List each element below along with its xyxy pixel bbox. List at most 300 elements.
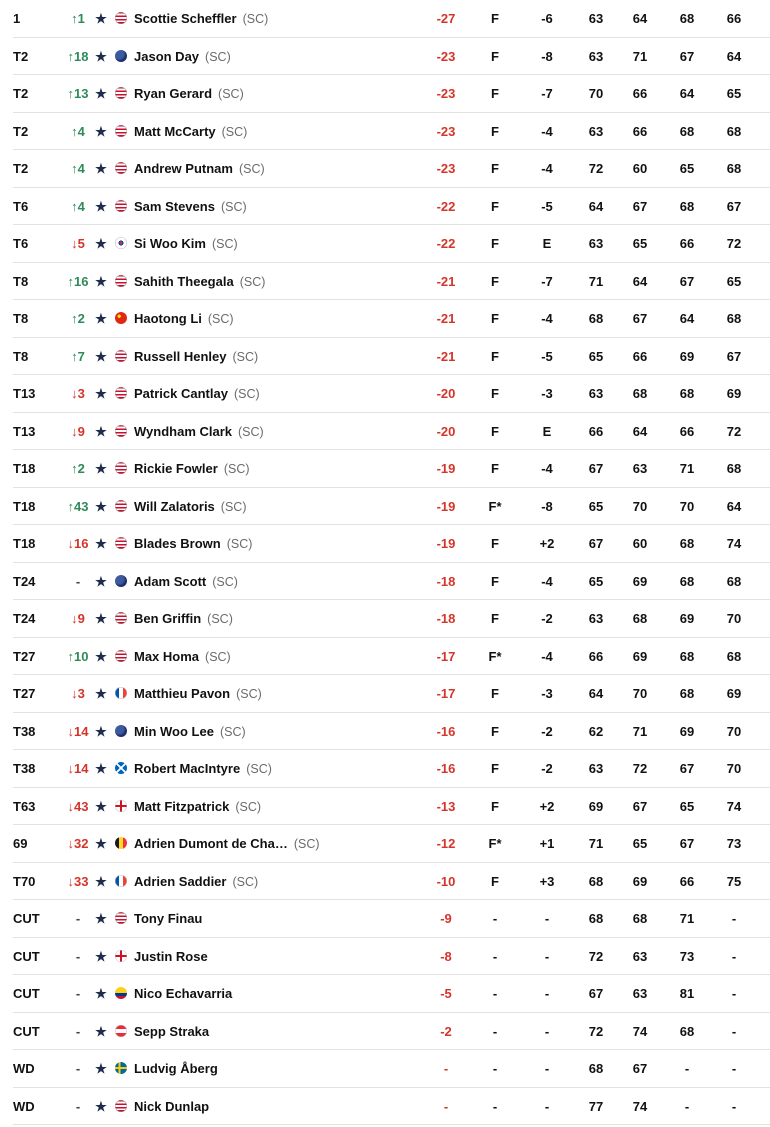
us-flag-icon	[115, 125, 127, 137]
us-flag-icon	[115, 162, 127, 174]
round-2-score: 68	[632, 611, 648, 626]
round-2-score: 65	[632, 836, 648, 851]
round-score: -	[544, 948, 550, 964]
player-name[interactable]: Sepp Straka	[134, 1023, 210, 1039]
player-name[interactable]: Andrew Putnam	[134, 161, 233, 176]
total-score: -23	[436, 86, 456, 101]
thru: -	[492, 1061, 498, 1076]
total-score: -2	[440, 1023, 452, 1039]
player-name[interactable]: Jason Day	[134, 48, 200, 64]
round-1-score: 70	[588, 86, 604, 101]
table-row[interactable]	[13, 825, 770, 863]
movement-indicator: ↓32	[67, 836, 89, 851]
player-name-cell[interactable]	[134, 675, 262, 713]
round-4-score: 70	[726, 761, 742, 776]
round-1-score: 64	[588, 198, 604, 214]
table-row[interactable]	[13, 525, 770, 563]
player-name-cell[interactable]	[134, 600, 233, 638]
position: T70	[13, 873, 36, 889]
player-name[interactable]: Sam Stevens	[134, 198, 215, 214]
table-row[interactable]	[13, 975, 770, 1013]
player-name-cell[interactable]	[134, 525, 252, 563]
player-name[interactable]: Si Woo Kim	[134, 236, 206, 251]
player-name[interactable]: Robert MacIntyre	[134, 761, 241, 776]
round-score: -4	[541, 161, 553, 176]
total-score: -17	[436, 686, 456, 701]
star-icon[interactable]: ★	[95, 498, 107, 514]
round-1-score: 67	[588, 461, 604, 476]
movement-indicator: ↑10	[67, 648, 89, 664]
round-4-score: 75	[726, 873, 742, 889]
thru: F	[491, 798, 499, 814]
movement-indicator: -	[75, 986, 81, 1001]
player-name[interactable]: Justin Rose	[134, 948, 208, 964]
star-icon[interactable]: ★	[95, 348, 107, 364]
round-3-score: 68	[679, 11, 695, 26]
star-icon[interactable]: ★	[95, 461, 107, 476]
round-4-score: -	[731, 911, 737, 926]
table-row[interactable]	[13, 675, 770, 713]
player-name-cell[interactable]	[134, 225, 238, 263]
movement-indicator: ↓16	[67, 536, 89, 551]
player-name-cell[interactable]	[134, 413, 264, 451]
total-score: -18	[436, 573, 456, 589]
total-score: -19	[436, 461, 456, 476]
table-row[interactable]	[13, 1088, 770, 1126]
round-2-score: 66	[632, 123, 648, 139]
round-2-score: 67	[632, 198, 648, 214]
player-name-cell[interactable]	[134, 1013, 215, 1051]
position: 69	[13, 836, 28, 851]
position: T63	[13, 798, 36, 814]
star-icon[interactable]: ★	[95, 536, 107, 551]
table-row[interactable]	[13, 113, 770, 151]
round-2-score: 70	[632, 686, 648, 701]
thru: F	[491, 611, 499, 626]
player-name[interactable]: Scottie Scheffler	[134, 11, 237, 26]
round-4-score: 68	[726, 161, 742, 176]
thru: F	[491, 273, 499, 289]
us-flag-icon	[115, 200, 127, 212]
star-icon[interactable]: ★	[95, 648, 107, 664]
round-3-score: 67	[679, 273, 695, 289]
round-score: +2	[539, 798, 555, 814]
round-score: -3	[541, 386, 553, 401]
total-score: -19	[436, 536, 456, 551]
player-name-cell[interactable]	[134, 488, 247, 526]
thru: F	[491, 161, 499, 176]
round-4-score: 72	[726, 236, 742, 251]
round-1-score: 65	[588, 348, 604, 364]
player-name[interactable]: Ben Griffin	[134, 611, 202, 626]
total-score: -23	[436, 48, 456, 64]
star-icon[interactable]: ★	[95, 86, 107, 101]
round-1-score: 68	[588, 1061, 604, 1076]
fr-flag-icon	[115, 875, 127, 887]
table-row[interactable]	[13, 863, 770, 901]
table-row[interactable]	[13, 938, 770, 976]
table-row[interactable]	[13, 900, 770, 938]
movement-indicator: ↑43	[67, 498, 89, 514]
round-4-score: -	[731, 1098, 737, 1114]
round-3-score: 69	[679, 348, 695, 364]
position: T27	[13, 648, 36, 664]
sc-indicator: (SC)	[207, 612, 233, 626]
thru: F	[491, 311, 499, 326]
table-row[interactable]	[13, 1013, 770, 1051]
thru: -	[492, 986, 498, 1001]
table-row[interactable]	[13, 713, 770, 751]
round-3-score: 81	[679, 986, 695, 1001]
round-2-score: 67	[632, 798, 648, 814]
total-score: -5	[440, 986, 452, 1001]
round-score: -4	[541, 573, 553, 589]
player-name[interactable]: Sahith Theegala	[134, 273, 234, 289]
round-2-score: 67	[632, 1061, 648, 1076]
movement-indicator: ↓43	[67, 798, 89, 814]
position: T38	[13, 761, 36, 776]
total-score: -21	[436, 311, 456, 326]
position: T6	[13, 236, 29, 251]
sc-indicator: (SC)	[233, 387, 260, 401]
player-name[interactable]: Matthieu Pavon	[134, 686, 231, 701]
total-score: -18	[436, 611, 456, 626]
position: CUT	[13, 948, 40, 964]
star-icon[interactable]: ★	[95, 686, 107, 701]
round-3-score: 66	[679, 423, 695, 439]
table-row[interactable]	[13, 1050, 770, 1088]
total-score: -20	[436, 386, 456, 401]
player-name-cell[interactable]	[134, 863, 258, 901]
player-name[interactable]: Will Zalatoris	[134, 498, 215, 514]
sc-indicator: (SC)	[212, 574, 238, 589]
star-icon[interactable]: ★	[95, 798, 107, 814]
us-flag-icon	[115, 462, 127, 474]
player-name[interactable]: Adam Scott	[134, 573, 207, 589]
round-3-score: 68	[679, 648, 695, 664]
star-icon[interactable]: ★	[95, 423, 107, 439]
player-name-cell[interactable]	[134, 0, 268, 38]
player-name-cell[interactable]	[134, 1050, 224, 1088]
table-row[interactable]	[13, 225, 770, 263]
round-score: -	[544, 1061, 550, 1076]
player-name-cell[interactable]	[134, 638, 231, 676]
position: CUT	[13, 911, 40, 926]
player-name-cell[interactable]	[134, 300, 234, 338]
player-name[interactable]: Adrien Saddier	[134, 873, 227, 889]
round-2-score: 69	[632, 573, 648, 589]
total-score: -	[443, 1061, 449, 1076]
sc-indicator: (SC)	[218, 87, 244, 101]
us-flag-icon	[115, 537, 127, 549]
total-score: -22	[436, 198, 456, 214]
star-icon[interactable]: ★	[95, 198, 107, 214]
round-1-score: 65	[588, 573, 604, 589]
thru: F	[491, 386, 499, 401]
total-score: -13	[436, 798, 456, 814]
position: T8	[13, 273, 29, 289]
total-score: -16	[436, 761, 456, 776]
round-2-score: 69	[632, 873, 648, 889]
round-2-score: 60	[632, 161, 648, 176]
star-icon[interactable]: ★	[95, 236, 107, 251]
movement-indicator: ↑4	[71, 123, 85, 139]
total-score: -20	[436, 423, 456, 439]
player-name-cell[interactable]	[134, 263, 265, 301]
movement-indicator: ↓14	[67, 761, 89, 776]
player-name[interactable]: Blades Brown	[134, 536, 221, 551]
movement-indicator: ↑7	[71, 348, 85, 364]
table-row[interactable]	[13, 338, 770, 376]
player-name-cell[interactable]	[134, 188, 247, 226]
round-1-score: 67	[588, 986, 604, 1001]
player-name-cell[interactable]	[134, 450, 250, 488]
total-score: -23	[436, 161, 456, 176]
round-2-score: 71	[632, 48, 648, 64]
player-name[interactable]: Max Homa	[134, 648, 200, 664]
player-name-cell[interactable]	[134, 1088, 215, 1126]
round-2-score: 67	[632, 311, 648, 326]
round-4-score: 65	[726, 273, 742, 289]
position: 1	[13, 11, 21, 26]
table-row[interactable]	[13, 413, 770, 451]
star-icon[interactable]: ★	[95, 48, 107, 64]
round-score: -7	[541, 86, 553, 101]
table-row[interactable]	[13, 75, 770, 113]
round-1-score: 63	[588, 236, 604, 251]
round-3-score: -	[684, 1098, 690, 1114]
round-4-score: 68	[726, 311, 742, 326]
round-score: -2	[541, 611, 553, 626]
table-row[interactable]	[13, 600, 770, 638]
table-row[interactable]	[13, 788, 770, 826]
table-row[interactable]	[13, 263, 770, 301]
player-name-cell[interactable]	[134, 975, 238, 1013]
thru: -	[492, 1023, 498, 1039]
sc-indicator: (SC)	[207, 312, 234, 326]
position: T13	[13, 386, 36, 401]
star-icon[interactable]: ★	[95, 386, 107, 401]
table-row[interactable]	[13, 300, 770, 338]
player-name[interactable]: Russell Henley	[134, 348, 227, 364]
round-2-score: 60	[632, 536, 648, 551]
star-icon[interactable]: ★	[95, 11, 107, 26]
star-icon[interactable]: ★	[95, 161, 107, 176]
round-score: -6	[541, 11, 553, 26]
round-2-score: 68	[632, 911, 648, 926]
player-name[interactable]: Patrick Cantlay	[134, 386, 228, 401]
star-icon[interactable]: ★	[95, 311, 107, 326]
player-name-cell[interactable]	[134, 38, 231, 76]
player-name-cell[interactable]	[134, 938, 214, 976]
round-score: -2	[541, 723, 553, 739]
table-row[interactable]	[13, 450, 770, 488]
position: CUT	[13, 1023, 40, 1039]
position: WD	[13, 1098, 35, 1114]
player-name[interactable]: Adrien Dumont de Cha…	[134, 836, 288, 851]
thru: F	[491, 123, 499, 139]
round-1-score: 62	[588, 723, 604, 739]
round-score: -4	[541, 311, 553, 326]
round-score: -	[544, 986, 550, 1001]
position: T18	[13, 498, 36, 514]
player-name[interactable]: Nick Dunlap	[134, 1098, 210, 1114]
table-row[interactable]	[13, 488, 770, 526]
table-row[interactable]	[13, 638, 770, 676]
player-name-cell[interactable]	[134, 713, 246, 751]
round-1-score: 72	[588, 161, 604, 176]
us-flag-icon	[115, 275, 127, 287]
round-score: +1	[539, 836, 555, 851]
player-name[interactable]: Wyndham Clark	[134, 423, 233, 439]
thru: F	[491, 86, 499, 101]
player-name-cell[interactable]	[134, 375, 260, 413]
movement-indicator: ↓33	[67, 873, 89, 889]
round-4-score: 70	[726, 611, 742, 626]
round-4-score: 67	[726, 198, 742, 214]
thru: F	[491, 236, 499, 251]
player-name-cell[interactable]	[134, 750, 272, 788]
player-name-cell[interactable]	[134, 113, 247, 151]
movement-indicator: -	[75, 1023, 81, 1039]
round-3-score: 67	[679, 836, 695, 851]
thru: F	[491, 461, 499, 476]
star-icon[interactable]: ★	[95, 273, 107, 289]
round-score: -4	[541, 648, 553, 664]
round-4-score: -	[731, 1023, 737, 1039]
round-3-score: 68	[679, 123, 695, 139]
round-4-score: 70	[726, 723, 742, 739]
round-4-score: 66	[726, 11, 742, 26]
sc-indicator: (SC)	[205, 49, 231, 64]
round-2-score: 71	[632, 723, 648, 739]
round-score: -5	[541, 198, 553, 214]
us-flag-icon	[115, 350, 127, 362]
round-2-score: 70	[632, 498, 648, 514]
round-1-score: 63	[588, 761, 604, 776]
total-score: -16	[436, 723, 456, 739]
sc-indicator: (SC)	[232, 349, 259, 364]
au-flag-icon	[115, 575, 127, 587]
table-row[interactable]	[13, 563, 770, 601]
table-row[interactable]	[13, 38, 770, 76]
star-icon[interactable]: ★	[95, 986, 107, 1001]
round-4-score: 68	[726, 461, 742, 476]
player-name[interactable]: Ludvig Åberg	[134, 1061, 218, 1076]
star-icon[interactable]: ★	[95, 1061, 107, 1076]
movement-indicator: ↓9	[71, 611, 85, 626]
round-3-score: 73	[679, 948, 695, 964]
movement-indicator: -	[75, 1061, 81, 1076]
table-row[interactable]	[13, 150, 770, 188]
player-name[interactable]: Haotong Li	[134, 311, 202, 326]
table-row[interactable]	[13, 188, 770, 226]
player-name[interactable]: Matt McCarty	[134, 123, 216, 139]
player-name-cell[interactable]	[134, 788, 261, 826]
star-icon[interactable]: ★	[95, 761, 107, 776]
player-name-cell[interactable]	[134, 563, 238, 601]
player-name[interactable]: Ryan Gerard	[134, 86, 213, 101]
round-3-score: 68	[679, 1023, 695, 1039]
round-score: E	[542, 236, 552, 251]
round-3-score: 70	[679, 498, 695, 514]
star-icon[interactable]: ★	[95, 948, 107, 964]
round-3-score: 68	[679, 198, 695, 214]
round-3-score: 65	[679, 798, 695, 814]
round-1-score: 66	[588, 423, 604, 439]
star-icon[interactable]: ★	[95, 573, 107, 589]
round-score: -	[544, 1098, 550, 1114]
table-row[interactable]	[13, 750, 770, 788]
round-1-score: 71	[588, 273, 604, 289]
round-2-score: 66	[632, 348, 648, 364]
movement-indicator: ↓5	[71, 236, 85, 251]
star-icon[interactable]: ★	[95, 611, 107, 626]
kr-flag-icon	[115, 237, 127, 249]
position: CUT	[13, 986, 40, 1001]
round-1-score: 63	[588, 123, 604, 139]
player-name[interactable]: Min Woo Lee	[134, 723, 214, 739]
thru: F	[491, 873, 499, 889]
total-score: -	[443, 1098, 449, 1114]
round-4-score: 64	[726, 498, 742, 514]
star-icon[interactable]: ★	[95, 1023, 107, 1039]
round-2-score: 68	[632, 386, 648, 401]
player-name-cell[interactable]	[134, 825, 320, 863]
table-row[interactable]	[13, 0, 770, 38]
star-icon[interactable]: ★	[95, 1098, 107, 1114]
player-name-cell[interactable]	[134, 900, 208, 938]
round-2-score: 74	[632, 1098, 648, 1114]
total-score: -27	[436, 11, 456, 26]
position: T13	[13, 423, 36, 439]
position: T38	[13, 723, 36, 739]
thru: F	[491, 761, 499, 776]
round-score: -4	[541, 123, 553, 139]
round-2-score: 64	[632, 273, 648, 289]
player-name-cell[interactable]	[134, 150, 265, 188]
player-name[interactable]: Nico Echavarria	[134, 986, 233, 1001]
thru: F	[491, 11, 499, 26]
round-1-score: 72	[588, 1023, 604, 1039]
star-icon[interactable]: ★	[95, 723, 107, 739]
movement-indicator: ↑1	[71, 11, 85, 26]
player-name[interactable]: Matt Fitzpatrick	[134, 798, 230, 814]
star-icon[interactable]: ★	[95, 836, 107, 851]
thru: -	[492, 1098, 498, 1114]
round-3-score: 71	[679, 911, 695, 926]
round-score: -8	[541, 48, 553, 64]
player-name-cell[interactable]	[134, 338, 258, 376]
table-row[interactable]	[13, 375, 770, 413]
star-icon[interactable]: ★	[95, 911, 107, 926]
round-1-score: 63	[588, 11, 604, 26]
thru: F	[491, 536, 499, 551]
player-name[interactable]: Rickie Fowler	[134, 461, 218, 476]
round-1-score: 68	[588, 873, 604, 889]
total-score: -21	[436, 348, 456, 364]
us-flag-icon	[115, 650, 127, 662]
movement-indicator: ↑2	[71, 311, 85, 326]
player-name[interactable]: Tony Finau	[134, 911, 203, 926]
player-name-cell[interactable]	[134, 75, 244, 113]
round-3-score: 67	[679, 48, 695, 64]
us-flag-icon	[115, 1100, 127, 1112]
star-icon[interactable]: ★	[95, 873, 107, 889]
movement-indicator: -	[75, 1098, 81, 1114]
movement-indicator: ↓9	[71, 423, 85, 439]
star-icon[interactable]: ★	[95, 123, 107, 139]
